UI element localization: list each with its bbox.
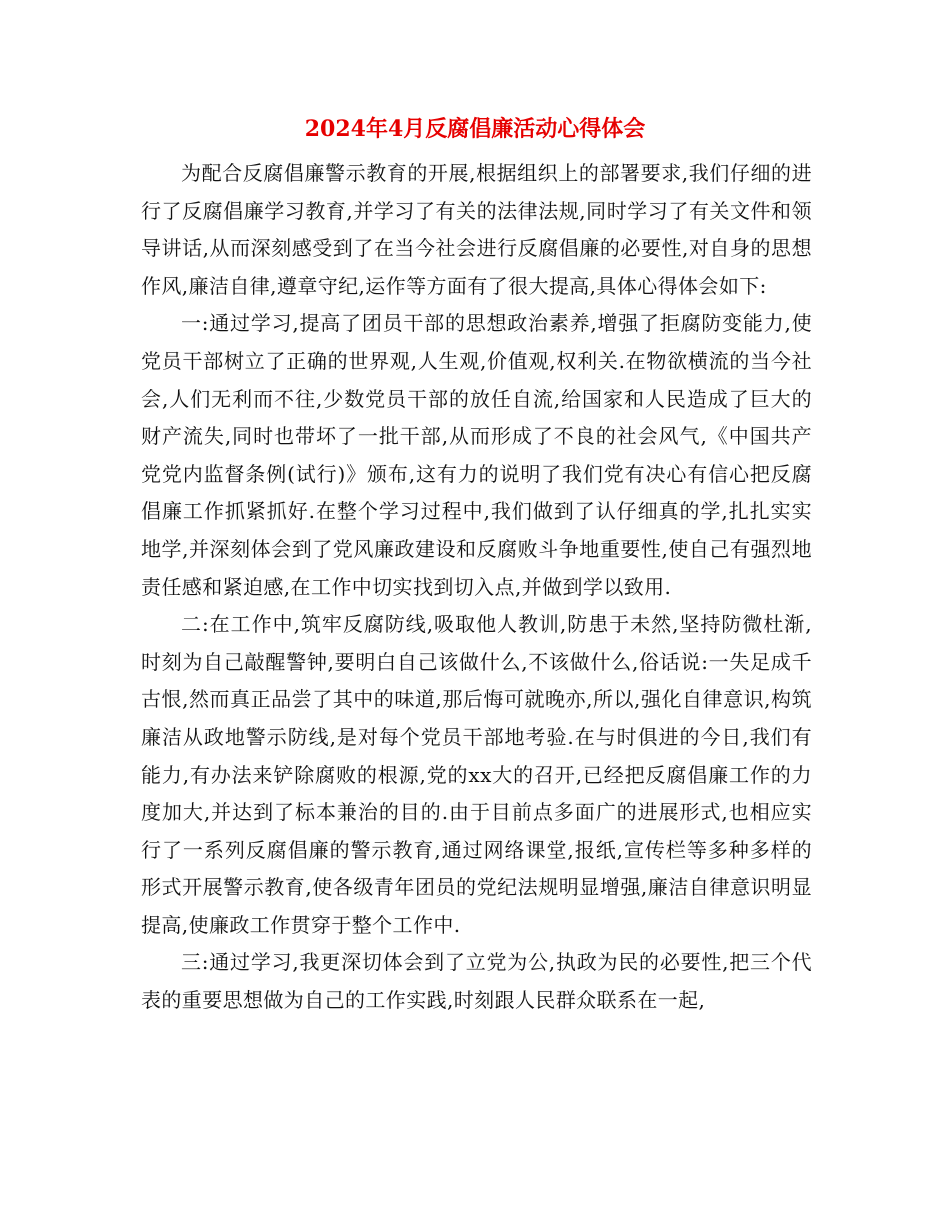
document-body <box>141 155 812 1020</box>
document-title: 2024年4月反腐倡廉活动心得体会 <box>304 116 646 142</box>
paragraph-point-one: 一:通过学习,提高了团员干部的思想政治素养,增强了拒腐防变能力,使党员干部树立了正确的世界观,人生观,价值观,权利关.在物欲横流的当今社会,人们无利而不往,少数党员干部的放任自流,给国家和人民造成了巨大的财产流失,同时也带坏了一批干部,从而形成了不良的社会风气,《中国共产党党内监督条例(试行)》颁布,这有力的说明了我们党有决心有信心把反腐倡廉工作抓紧抓好.在整个学习过程中,我们做到了认仔细真的学,扎扎实实地学,并深刻体会到了党风廉政建设和反腐败斗争地重要性,使自己有强烈地责任感和紧迫感,在工作中切实找到切入点,并做到学以致用. <box>141 311 812 599</box>
paragraph-point-two: 二:在工作中,筑牢反腐防线,吸取他人教训,防患于未然,坚持防微杜渐,时刻为自己敲醒警钟,要明白自己该做什么,不该做什么,俗话说:一失足成千古恨,然而真正品尝了其中的味道,那后悔可就晚亦,所以,强化自律意识,构筑廉洁从政地警示防线,是对每个党员干部地考验.在与时俱进的今日,我们有能力,有办法来铲除腐败的根源,党的xx大的召开,已经把反腐倡廉工作的力度加大,并达到了标本兼治的目的.由于目前点多面广的进展形式,也相应实行了一系列反腐倡廉的警示教育,通过网络课堂,报纸,宣传栏等多种多样的形式开展警示教育,使各级青年团员的党纪法规明显增强,廉洁自律意识明显提高,使廉政工作贯穿于整个工作中. <box>141 612 812 937</box>
paragraph-intro: 为配合反腐倡廉警示教育的开展,根据组织上的部署要求,我们仔细的进行了反腐倡廉学习教育,并学习了有关的法律法规,同时学习了有关文件和领导讲话,从而深刻感受到了在当今社会进行反腐倡廉的必要性,对自身的思想作风,廉洁自律,遵章守纪,运作等方面有了很大提高,具体心得体会如下: <box>141 161 812 298</box>
paragraph-point-three: 三:通过学习,我更深切体会到了立党为公,执政为民的必要性,把三个代表的重要思想做为自己的工作实践,时刻跟人民群众联系在一起, <box>141 950 812 1013</box>
